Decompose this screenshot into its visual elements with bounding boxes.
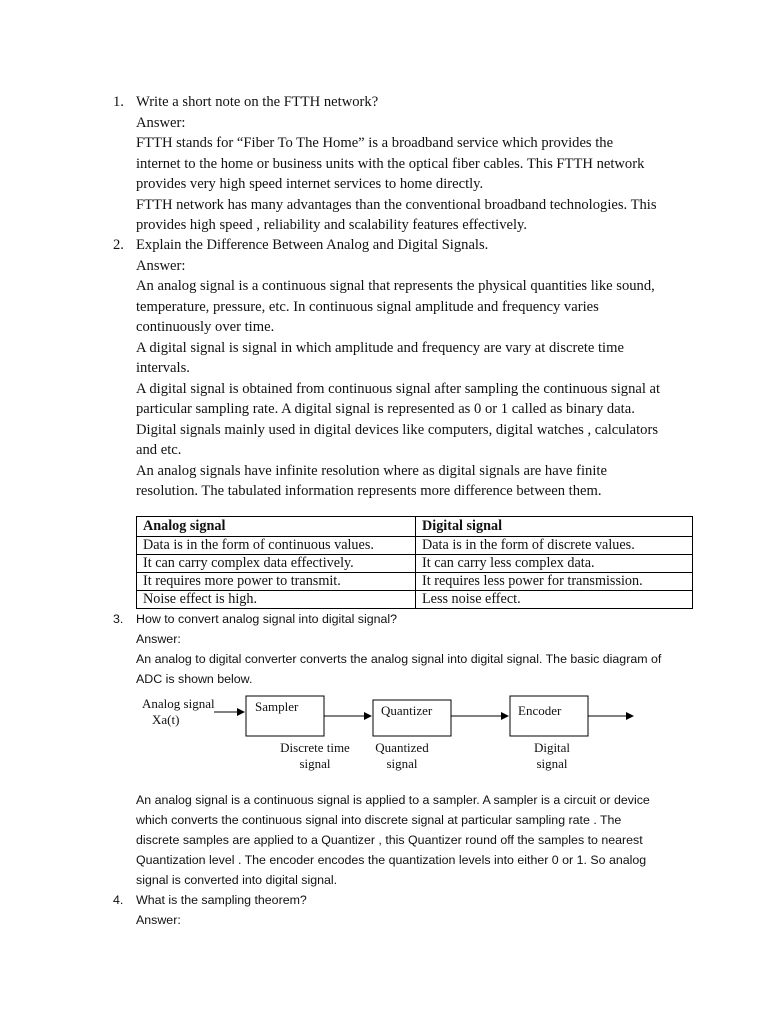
paragraph-line: and etc.	[136, 442, 182, 458]
output-label-line: Discrete time	[280, 740, 350, 755]
answer-label: Answer:	[136, 632, 181, 646]
output-label-line: Quantized	[375, 740, 429, 755]
table-header-cell: Analog signal	[137, 517, 416, 537]
quantized-signal-label	[370, 740, 434, 772]
table-header-row	[137, 517, 693, 537]
question-title: What is the sampling theorem?	[136, 893, 307, 907]
table-cell: It requires more power to transmit.	[137, 573, 416, 591]
paragraph-line: resolution. The tabulated information represents more difference between them.	[136, 483, 602, 499]
paragraph-line: discrete samples are applied to a Quantizer , this Quantizer round off the samples to nearest	[136, 833, 643, 847]
digital-signal-label	[524, 740, 580, 772]
paragraph-line: which converts the continuous signal into discrete signal at particular sampling rate . The	[136, 813, 622, 827]
input-label	[142, 696, 215, 728]
paragraph-line: provides very high speed internet services to home directly.	[136, 176, 484, 192]
answer-label: Answer:	[136, 913, 181, 927]
table-cell: Less noise effect.	[416, 591, 693, 609]
paragraph-line: temperature, pressure, etc. In continuous signal amplitude and frequency varies	[136, 298, 599, 315]
paragraph-line: An analog signal is a continuous signal that represents the physical quantities like sound,	[136, 278, 655, 294]
paragraph-line: An analog signal is a continuous signal is applied to a sampler. A sampler is a circuit or device	[136, 793, 650, 807]
input-label-sub: Xa(t)	[152, 712, 180, 727]
paragraph-line: intervals.	[136, 360, 190, 376]
paragraph-line: internet to the home or business units with the optical fiber cables. This FTTH network	[136, 155, 645, 172]
paragraph-line: particular sampling rate. A digital signal is represented as 0 or 1 called as binary data.	[136, 401, 635, 417]
paragraph-line: An analog signals have infinite resolution where as digital signals are have finite	[136, 462, 607, 479]
paragraph-line: An analog to digital converter converts the analog signal into digital signal. The basic diagram of	[136, 652, 662, 666]
output-label-line: Digital	[533, 740, 571, 755]
paragraph-line: FTTH network has many advantages than the conventional broadband technologies. This	[136, 196, 657, 213]
question-number: 2.	[113, 237, 124, 253]
input-label-text: Analog signal	[142, 696, 215, 711]
discrete-time-signal-label	[274, 740, 356, 772]
table-cell: It requires less power for transmission.	[416, 573, 693, 591]
paragraph-line: FTTH stands for “Fiber To The Home” is a broadband service which provides the	[136, 135, 614, 151]
adc-block-diagram	[136, 690, 656, 780]
table-cell: Data is in the form of discrete values.	[416, 537, 693, 555]
answer-label: Answer:	[136, 114, 186, 131]
question-number: 4.	[113, 893, 124, 907]
table-cell: Noise effect is high.	[137, 591, 416, 609]
output-label-line: signal	[386, 756, 418, 771]
answer-label: Answer:	[136, 257, 186, 274]
paragraph-line: Quantization level . The encoder encodes the quantization levels into either 0 or 1. So analog	[136, 853, 647, 867]
table-row	[137, 537, 693, 555]
paragraph-line: A digital signal is obtained from continuous signal after sampling the continuous signal at	[136, 380, 661, 397]
question-number: 1.	[113, 94, 124, 110]
encoder-label: Encoder	[518, 703, 562, 718]
table-row	[137, 555, 693, 573]
paragraph-line: A digital signal is signal in which amplitude and frequency are vary at discrete time	[136, 339, 624, 356]
paragraph-line: Digital signals mainly used in digital devices like computers, digital watches , calculators	[136, 421, 659, 438]
paragraph-line: provides high speed , reliability and scalability features effectively.	[136, 217, 528, 233]
comparison-table	[136, 516, 693, 609]
paragraph-line: signal is converted into digital signal.	[136, 873, 338, 887]
table-cell: It can carry less complex data.	[416, 555, 693, 573]
output-label-line: signal	[299, 756, 331, 771]
table-cell: Data is in the form of continuous values.	[137, 537, 416, 555]
question-title: How to convert analog signal into digital signal?	[136, 612, 398, 626]
paragraph-line: ADC is shown below.	[136, 672, 253, 686]
question-title: Explain the Difference Between Analog and Digital Signals.	[136, 237, 489, 253]
quantizer-label: Quantizer	[381, 703, 433, 718]
table-row	[137, 591, 693, 609]
table-cell: It can carry complex data effectively.	[137, 555, 416, 573]
question-title: Write a short note on the FTTH network?	[136, 94, 379, 110]
table-row	[137, 573, 693, 591]
output-label-line: signal	[536, 756, 568, 771]
sampler-label: Sampler	[255, 699, 299, 714]
question-number: 3.	[113, 612, 124, 626]
paragraph-line: continuously over time.	[136, 319, 275, 335]
table-header-cell: Digital signal	[416, 517, 693, 537]
